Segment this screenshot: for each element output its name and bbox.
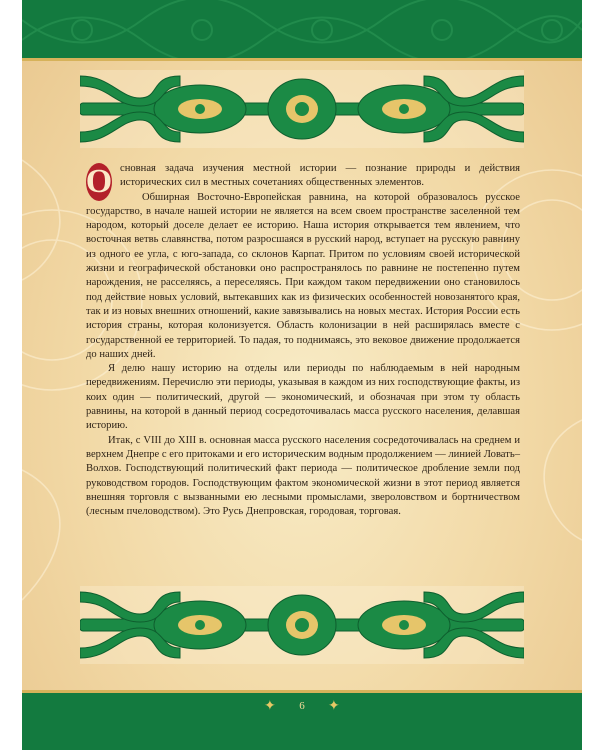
- page-number: 6: [299, 700, 305, 712]
- paragraph-4: Итак, с VIII до XIII в. основная масса русского населения сосредоточивалась на среднем и верхнем Днепре с его притоками и его историческим водным продолжением — линией Ловать–Волхов. Господствующий политический факт периода — политическое дробление земли под руководством городов. Господствующим фактом экономической жизни в этот период является внешняя торговля с вызванными ею лесными промыслами, звероловством и бортничеством (лесным пчеловодством). Это Русь Днепровская, городовая, торговая.: [86, 434, 520, 518]
- bottom-ornament-frieze: [80, 586, 524, 664]
- book-page: [22, 0, 582, 750]
- paragraph-1: [85, 162, 520, 200]
- main-text: [86, 162, 520, 519]
- top-ornament-frieze: [80, 70, 524, 148]
- footer-right-ornament-icon: ✦: [328, 698, 340, 714]
- drop-cap: О: [85, 163, 113, 200]
- paragraph-1-text: сновная задача изучения местной истории — познание природы и действия исторических сил в местных сочетаниях общественных элементов.: [120, 163, 520, 189]
- paragraph-3: Я делю нашу историю на отделы или периоды по наблюдаемым в ней народным передвижениям. Перечислю эти периоды, указывая в каждом из них господствующие факты, из коих один — политический, другой — экономический, и обозначая при этом ту область равнины, на которой в данный период сосредоточивалась масса русского населения, делавшая историю.: [86, 363, 520, 432]
- bottom-decorative-band: [22, 690, 582, 750]
- footer-left-ornament-icon: ✦: [264, 698, 276, 714]
- paragraph-2: Обширная Восточно-Европейская равнина, на которой образовалось русское государство, в начале нашей истории не является на всем своем пространстве заселенной тем народом, который доселе делает ее историю. Наша история открывается тем явлением, что восточная ветвь славянства, потом разросшаяся в русский народ, вступает на русскую равнину из одного ее угла, с юго-запада, со склонов Карпат. Притом по условиям своей исторической жизни и географической обстановки оно распространялось по равнине не постепенно путем нарождения, не расселяясь, а переселяясь. При каждом таком передвижении оно становилось под действие новых условий, вытекавших как из физических особенностей новозанятого края, так и из новых внешних отношений, какие завязывались на новых местах. История России есть история страны, которая колонизуется. Область колонизации в ней расширялась вместе с государственной ее территорией. То падая, то поднимаясь, это вековое движение продолжается до наших дней.: [86, 191, 520, 360]
